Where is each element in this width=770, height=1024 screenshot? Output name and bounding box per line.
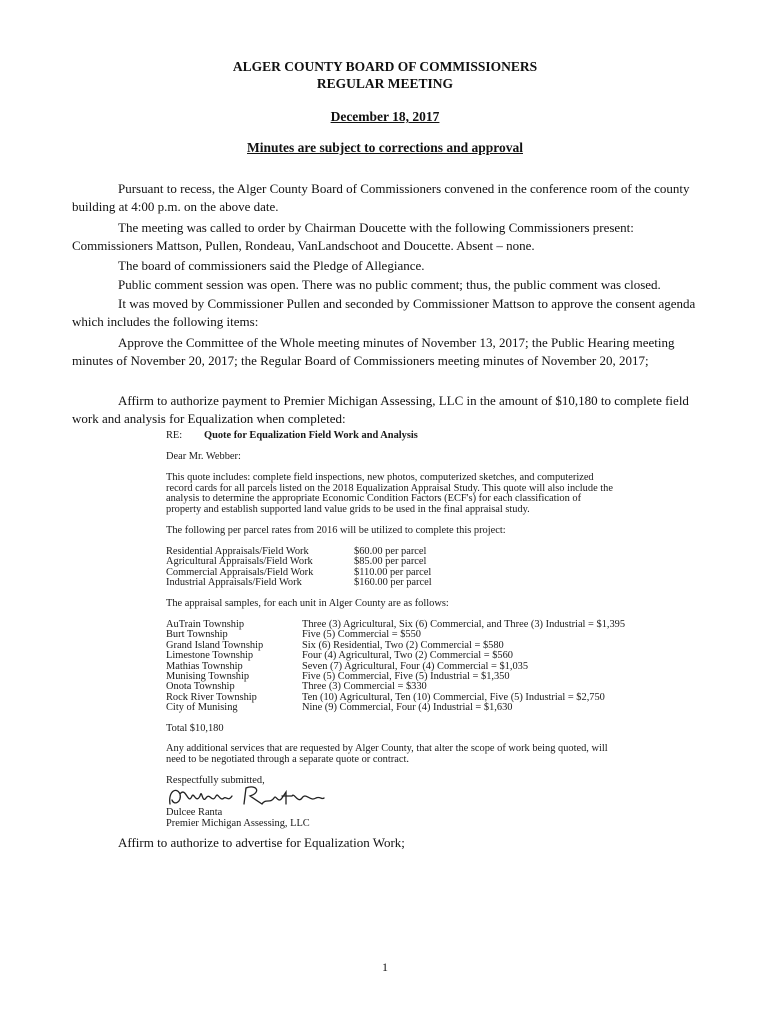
paragraph-payment: Affirm to authorize payment to Premier Michigan Assessing, LLC in the amount of $10,180 to complete field work and analysis for Equalization when completed: [72,393,689,427]
letter-re [166,430,418,441]
sample-unit: Munising Township [166,670,250,682]
sample-unit: Limestone Township [166,650,254,662]
sample-unit: Mathias Township [166,660,243,672]
samples-intro: The appraisal samples, for each unit in Alger County are as follows: [166,598,449,609]
page-number: 1 [382,960,388,974]
sample-unit: Grand Island Township [166,639,264,651]
rate-value: $60.00 per parcel [354,546,427,557]
sample-detail: Four (4) Agricultural, Two (2) Commercial = $560 [302,650,513,662]
paragraph-roll-call: The meeting was called to order by Chairman Doucette with the following Commissioners present: Commissioners Mattson, Pullen, Rondeau, VanLandschoot and Doucette. Absent – none. [72,220,634,254]
sample-unit: Onota Township [166,681,235,693]
sample-detail: Five (5) Commercial, Five (5) Industrial = $1,350 [302,670,510,682]
letter-closing-line: need to be negotiated through a separate quote or contract. [166,753,409,765]
letter-re-text: Quote for Equalization Field Work and Analysis [204,430,418,441]
sample-detail: Three (3) Commercial = $330 [302,681,427,693]
letter-body-line: record cards for all parcels listed on the 2018 Equalization Appraisal Study. This quote will also include the [166,482,613,494]
meeting-date-wrap [0,109,770,125]
samples-table [166,620,686,714]
header-subtitle: REGULAR MEETING [316,76,454,91]
letter-closing-line: Any additional services that are requested by Alger County, that alter the scope of work being quoted, will [166,743,608,754]
letter-body-line: property and establish supported land value grids to be used in the final appraisal study. [166,503,530,515]
rate-value: $85.00 per parcel [354,556,427,568]
sample-unit: AuTrain Township [166,619,245,630]
paragraph-advertise: Affirm to authorize to advertise for Equalization Work; [118,835,405,850]
paragraph-minutes: Approve the Committee of the Whole meeting minutes of November 13, 2017; the Public Hearing meeting minutes of November 20, 2017; the Regular Board of Commissioners meeting minutes of November 20, 2017; [72,335,675,369]
letter-re-label: RE: [166,430,183,441]
sample-unit: City of Munising [166,702,238,714]
handwritten-signature [166,782,326,812]
sample-detail: Nine (9) Commercial, Four (4) Industrial = $1,630 [302,702,513,714]
approval-note-wrap [0,140,770,156]
sample-detail: Six (6) Residential, Two (2) Commercial = $580 [302,639,504,651]
meeting-date: December 18, 2017 [330,109,440,124]
letter-body-line: analysis to determine the appropriate Economic Condition Factors (ECF's) for each classification of [166,493,582,504]
rate-value: $110.00 per parcel [354,566,432,578]
rate-label: Industrial Appraisals/Field Work [166,577,302,589]
signer-name: Dulcee Ranta [166,807,223,818]
sample-unit: Burt Township [166,629,228,641]
paragraph-pledge: The board of commissioners said the Pledge of Allegiance. [118,258,425,273]
letter-salutation: Dear Mr. Webber: [166,451,241,462]
sample-detail: Five (5) Commercial = $550 [302,629,421,641]
rate-label: Commercial Appraisals/Field Work [166,566,314,578]
sample-detail: Seven (7) Agricultural, Four (4) Commercial = $1,035 [302,660,529,672]
rate-value: $160.00 per parcel [354,577,432,589]
sample-row [166,651,686,661]
rates-intro: The following per parcel rates from 2016 will be utilized to complete this project: [166,525,506,536]
sample-unit: Rock River Township [166,691,257,703]
rate-label: Residential Appraisals/Field Work [166,546,309,557]
header-title: ALGER COUNTY BOARD OF COMMISSIONERS [232,59,538,74]
letter-signoff: Respectfully submitted, [166,775,265,786]
paragraph-recess: Pursuant to recess, the Alger County Board of Commissioners convened in the conference room of the county building at 4:00 p.m. on the above date. [72,181,690,215]
rate-row [166,578,466,588]
letter-body-line: This quote includes: complete field inspections, new photos, computerized sketches, and computerized [166,472,594,483]
approval-note: Minutes are subject to corrections and approval [247,140,523,155]
paragraph-public-comment: Public comment session was open. There was no public comment; thus, the public comment was closed. [118,277,661,292]
rate-label: Agricultural Appraisals/Field Work [166,556,313,568]
sample-row [166,620,686,630]
paragraph-motion: It was moved by Commissioner Pullen and seconded by Commissioner Mattson to approve the consent agenda which includes the following items: [72,296,696,330]
rates-table [166,547,466,589]
signer-company: Premier Michigan Assessing, LLC [166,817,310,829]
sample-row [166,703,686,713]
letter-total: Total $10,180 [166,723,224,734]
sample-detail: Ten (10) Agricultural, Ten (10) Commercial, Five (5) Industrial = $2,750 [302,691,605,703]
sample-detail: Three (3) Agricultural, Six (6) Commercial, and Three (3) Industrial = $1,395 [302,619,626,630]
